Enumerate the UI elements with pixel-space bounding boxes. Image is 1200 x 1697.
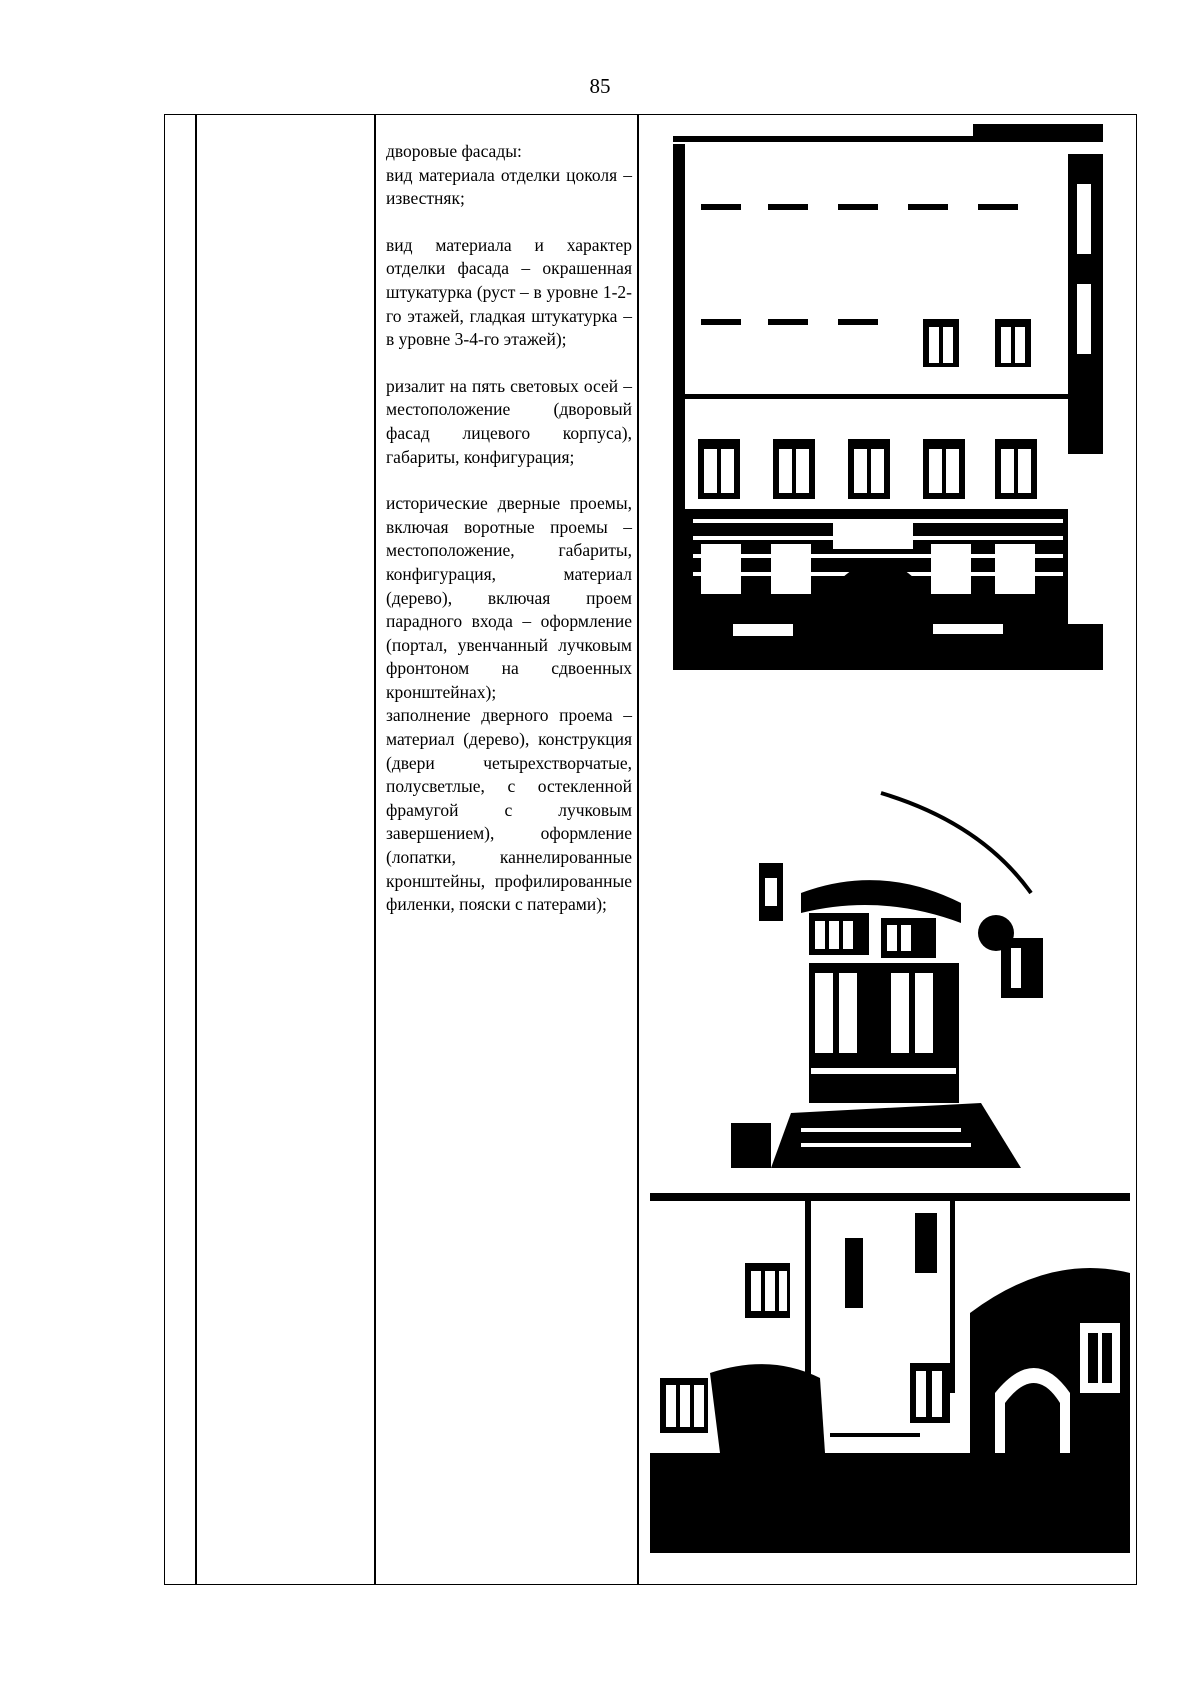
paragraph-courtyard-facades: дворовые фасады: вид материала отделки цоколя – известняк; <box>386 141 632 209</box>
photo-courtyard-facade <box>673 124 1103 670</box>
photo-courtyard-view <box>650 1193 1130 1553</box>
column-divider-2 <box>374 114 376 1585</box>
column-divider-1 <box>195 114 197 1585</box>
page-number: 85 <box>589 74 611 98</box>
paragraph-door-openings: исторические дверные проемы, включая воротные проемы – местоположение, габариты, конфигурация, материал (дерево), включая проем парадного входа – оформление (портал, увенчанный лучковым фронтоном на сдвоенных кронштейнах); <box>386 493 632 702</box>
photo-main-entrance <box>731 783 1049 1168</box>
column-divider-3 <box>637 114 639 1585</box>
paragraph-door-filling: заполнение дверного проема – материал (дерево), конструкция (двери четырехстворчатые, полусветлые, с остекленной фрамугой с лучковым завершением), оформление (лопатки, каннелированные кронштейны, профилированные филенки, пояски с патерами); <box>386 705 632 915</box>
paragraph-facade-finish: вид материала и характер отделки фасада – окрашенная штукатурка (руст – в уровне 1-2-го этажей, гладкая штукатурка – в уровне 3-4-го этажей); <box>386 234 632 350</box>
description-column <box>386 140 632 940</box>
paragraph-risalit: ризалит на пять световых осей – местоположение (дворовый фасад лицевого корпуса), габариты, конфигурация; <box>386 375 632 467</box>
